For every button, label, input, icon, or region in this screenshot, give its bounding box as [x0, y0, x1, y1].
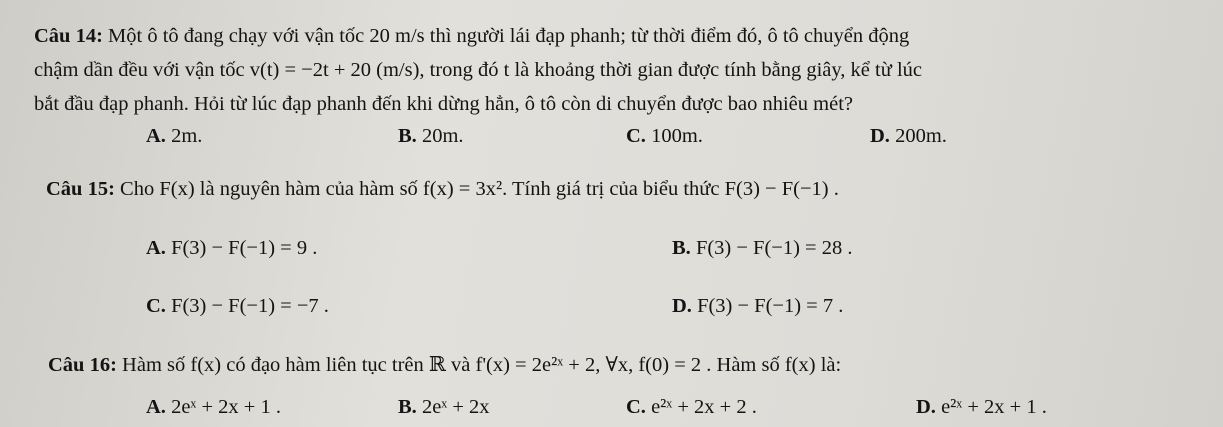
q15-label: Câu 15:: [46, 178, 115, 200]
option-letter: A.: [146, 125, 166, 147]
q15-stem-1: Cho F(x) là nguyên hàm của hàm số f(x) = 3x². Tính giá trị của biểu thức F(3) − F(−1) .: [120, 178, 839, 200]
q15-option-d[interactable]: [672, 294, 843, 318]
option-letter: D.: [870, 125, 890, 147]
q15-option-b[interactable]: [672, 236, 852, 260]
option-text: F(3) − F(−1) = 9 .: [171, 237, 318, 259]
q15-option-c[interactable]: [146, 294, 329, 318]
option-letter: C.: [626, 125, 646, 147]
q16-line-1: [48, 353, 841, 377]
option-text: e²ˣ + 2x + 1 .: [941, 396, 1047, 418]
q14-line-1: [34, 24, 909, 48]
option-text: 20m.: [421, 125, 464, 147]
q14-line-3: bắt đầu đạp phanh. Hỏi từ lúc đạp phanh đến khi dừng hẳn, ô tô còn di chuyển được bao nhiêu mét?: [34, 93, 853, 115]
q14-option-a[interactable]: [146, 124, 202, 148]
q14-label: Câu 14:: [34, 25, 103, 47]
q15-option-a[interactable]: [146, 236, 317, 260]
option-text: e²ˣ + 2x + 2 .: [651, 396, 757, 418]
option-text: F(3) − F(−1) = 28 .: [695, 237, 853, 259]
option-text: 2eˣ + 2x + 1 .: [171, 396, 281, 418]
option-letter: A.: [146, 237, 166, 259]
q16-option-c[interactable]: [626, 395, 757, 419]
option-letter: C.: [626, 396, 646, 418]
option-letter: B.: [398, 125, 417, 147]
q14-stem-1: Một ô tô đang chạy với vận tốc 20 m/s thì người lái đạp phanh; từ thời điểm đó, ô tô chuyển động: [108, 25, 910, 47]
option-text: 2m.: [171, 125, 203, 147]
q14-line-2: chậm dần đều với vận tốc v(t) = −2t + 20 (m/s), trong đó t là khoảng thời gian được tính bằng giây, kể từ lúc: [34, 59, 922, 81]
option-text: F(3) − F(−1) = 7 .: [697, 295, 844, 317]
q14-option-b[interactable]: [398, 124, 464, 148]
option-text: 200m.: [895, 125, 947, 147]
option-text: F(3) − F(−1) = −7 .: [171, 295, 329, 317]
option-letter: C.: [146, 295, 166, 317]
q16-label: Câu 16:: [48, 354, 117, 376]
q15-line-1: [46, 177, 839, 201]
option-text: 100m.: [651, 125, 703, 147]
q14-option-d[interactable]: [870, 124, 947, 148]
option-letter: B.: [672, 237, 691, 259]
q16-stem-1: Hàm số f(x) có đạo hàm liên tục trên ℝ và f'(x) = 2e²ˣ + 2, ∀x, f(0) = 2 . Hàm số f(x) là:: [122, 354, 842, 376]
q16-option-b[interactable]: [398, 395, 490, 419]
option-letter: D.: [916, 396, 936, 418]
option-letter: B.: [398, 396, 417, 418]
q16-option-a[interactable]: [146, 395, 281, 419]
q14-option-c[interactable]: [626, 124, 703, 148]
option-letter: A.: [146, 396, 166, 418]
option-text: 2eˣ + 2x: [421, 396, 490, 418]
option-letter: D.: [672, 295, 692, 317]
q16-option-d[interactable]: [916, 395, 1047, 419]
